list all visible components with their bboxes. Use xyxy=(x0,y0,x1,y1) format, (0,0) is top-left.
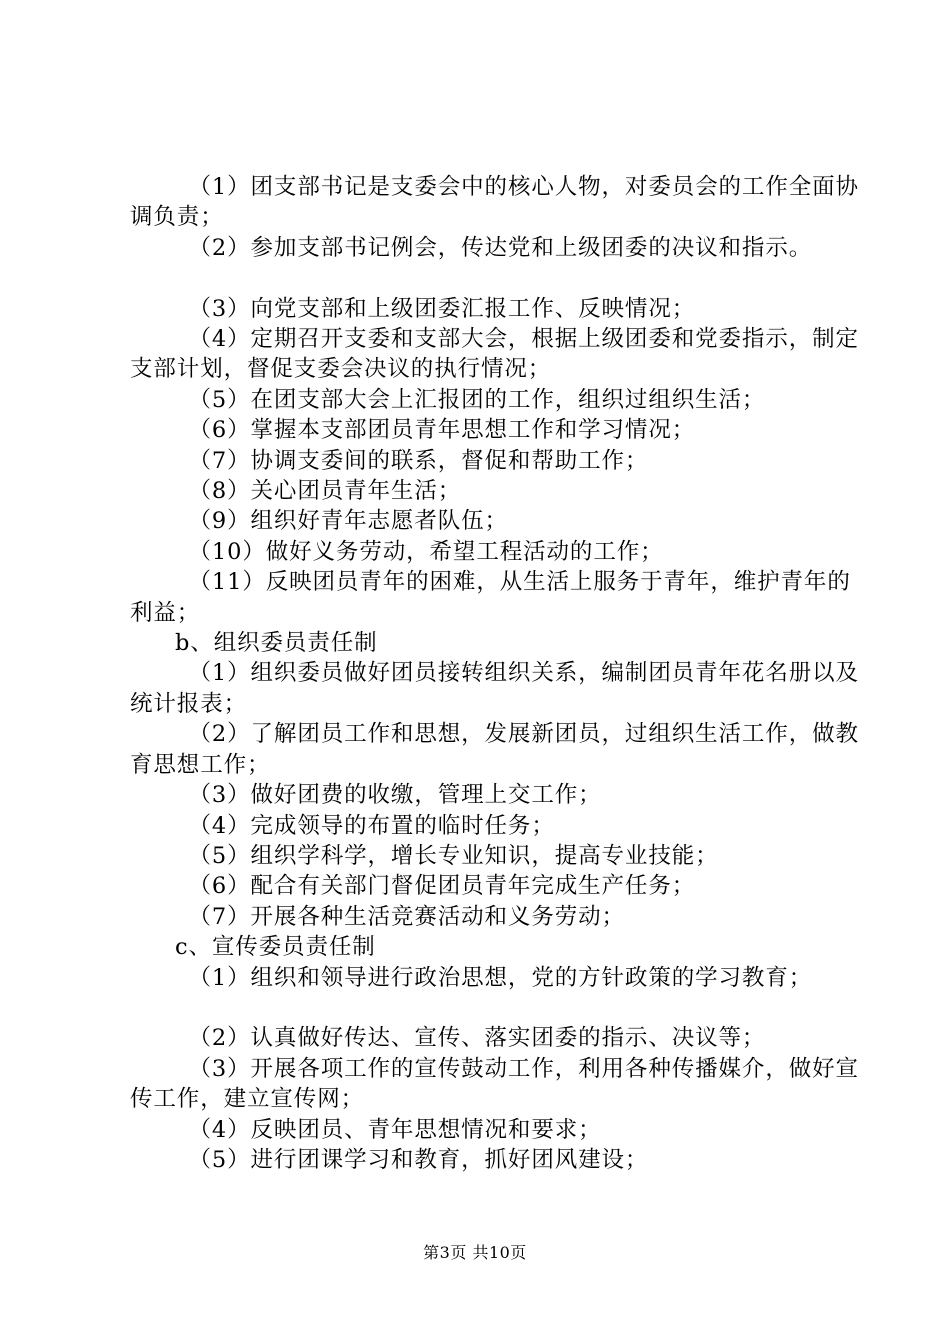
paragraph: （5）进行团课学习和教育，抓好团风建设； xyxy=(188,1146,649,1173)
paragraph: （3）开展各项工作的宣传鼓动工作，利用各种传播媒介，做好宣传工作，建立宣传网； xyxy=(130,1055,859,1113)
paragraph: （8）关心团员青年生活； xyxy=(188,478,462,505)
paragraph: （10）做好义务劳动，希望工程活动的工作； xyxy=(188,538,664,565)
paragraph: （9）组织好青年志愿者队伍； xyxy=(188,508,508,535)
paragraph: （1）组织和领导进行政治思想，党的方针政策的学习教育； xyxy=(188,964,813,991)
paragraph: （1）组织委员做好团员接转组织关系，编制团员青年花名册以及统计报表； xyxy=(130,660,859,717)
paragraph: （4）定期召开支委和支部大会，根据上级团委和党委指示，制定支部计划，督促支委会决议的执行情况； xyxy=(130,326,859,383)
paragraph: （5）组织学科学，增长专业知识，提高专业技能； xyxy=(188,842,719,869)
paragraph: （2）了解团员工作和思想，发展新团员，过组织生活工作，做教育思想工作； xyxy=(130,721,859,778)
page-number: 第3页 共10页 xyxy=(423,1243,527,1262)
section-heading: c、宣传委员责任制 xyxy=(175,934,376,961)
paragraph: （2）参加支部书记例会，传达党和上级团委的决议和指示。 xyxy=(188,234,813,261)
paragraph: （5）在团支部大会上汇报团的工作，组织过组织生活； xyxy=(188,386,766,413)
paragraph: （4）完成领导的布置的临时任务； xyxy=(188,812,555,839)
document-body xyxy=(130,172,860,1175)
paragraph: （6）掌握本支部团员青年思想工作和学习情况； xyxy=(188,417,696,444)
paragraph: （7）协调支委间的联系，督促和帮助工作； xyxy=(188,447,649,474)
paragraph: （3）向党支部和上级团委汇报工作、反映情况； xyxy=(188,295,696,322)
section-heading: b、组织委员责任制 xyxy=(175,630,378,657)
paragraph: （1）团支部书记是支委会中的核心人物，对委员会的工作全面协调负责； xyxy=(130,174,859,231)
paragraph: （6）配合有关部门督促团员青年完成生产任务； xyxy=(188,873,696,900)
paragraph: （4）反映团员、青年思想情况和要求； xyxy=(188,1116,602,1143)
paragraph: （3）做好团费的收缴，管理上交工作； xyxy=(188,782,602,809)
paragraph: （2）认真做好传达、宣传、落实团委的指示、决议等； xyxy=(188,1025,766,1052)
paragraph: （11）反映团员青年的困难，从生活上服务于青年，维护青年的利益； xyxy=(130,569,851,626)
paragraph: （7）开展各种生活竞赛活动和义务劳动； xyxy=(188,903,625,930)
